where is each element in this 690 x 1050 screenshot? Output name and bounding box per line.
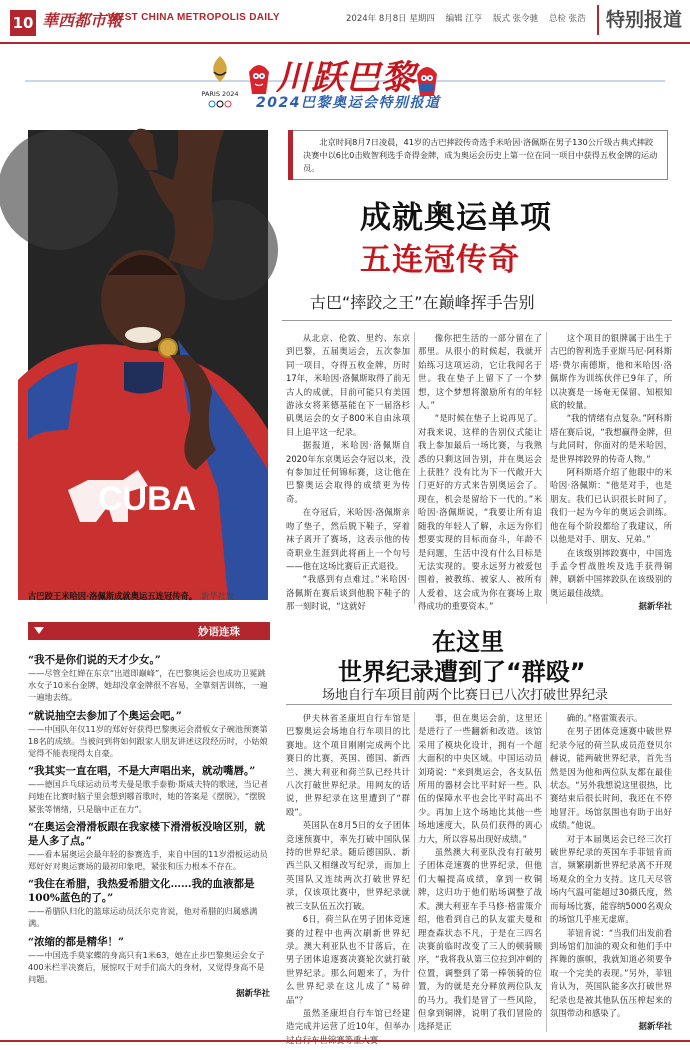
article-2-credit: 据新华社 xyxy=(638,1021,672,1032)
column-divider xyxy=(414,332,415,604)
paragraph: 英国队在8月5日的女子团体竞速预赛中，率先打破中国队保持的世界纪录。随后德国队、新西兰队又相继改写纪录，而加上英国队又连续两次打破世界纪录，仅该项比赛中，世界纪录就被三支队伍五次打破。 xyxy=(286,820,410,911)
paragraph: 在夺冠后，米哈因·洛佩斯亲吻了垫子，然后脱下鞋子，穿着袜子离开了赛场，这表示他的传奇职业生涯到此将画上一个句号——他在这场比赛后正式退役。 xyxy=(286,507,410,571)
quote-text: “我不是你们说的天才少女。” xyxy=(28,654,161,666)
subheadline-rule xyxy=(282,320,672,321)
paragraph: 像你把生活的一部分留在了那里。从很小的时候起，我就开始练习这项运动，它让我闻名于世。我在垫子上留下了一个梦想，这个梦想将激励所有的年轻人。” xyxy=(418,333,542,411)
headline-2-line-2: 世界纪录遭到了“群殴” xyxy=(338,658,586,686)
article-1-column-3 xyxy=(550,332,672,612)
quote-description: ——希腊队归化的篮球运动员沃尔克肯说，他对希腊的归属感满满。 xyxy=(28,906,258,929)
subheadline-rule xyxy=(286,704,672,705)
checker-credit: 总检 张浩 xyxy=(548,14,586,24)
banner-title: 川跃巴黎 xyxy=(276,58,416,98)
olympics-banner xyxy=(0,46,690,118)
article-2-column-3 xyxy=(550,712,672,1034)
paragraph: 虽然圣康坦自行车馆已经建造完成并运营了近10年，但举办 xyxy=(286,1007,410,1032)
article-1-column-1 xyxy=(286,332,410,612)
headline-1-line-2: 五连冠传奇 xyxy=(360,242,520,278)
sidebar-header xyxy=(28,622,270,640)
section-label: 特别报道 xyxy=(597,5,682,35)
quote-description: ——中国选手莫家蝶的身高只有1米63，她在止步巴黎奥运会女子400米栏半决赛后，展惊叹于对手们高大的身材，又觉得身高不是问题。 xyxy=(28,949,265,985)
paragraph: 确的。”格雷策表示。 xyxy=(566,713,643,723)
paragraph: “我的情绪有点复杂。”阿科斯塔在赛后说，“我想赢得金牌，但与此同时，你面对的是米哈因，是世界摔跤界的传奇人物。” xyxy=(550,413,672,464)
paragraph: 伊夫林省圣康坦自行车馆是巴黎奥运会场地自行车项目的比赛地。这个项目刚刚完成两个比赛日的比赛，英国、德国、新西兰、澳大利亚和荷兰队已经共计八次打破世界纪录。用网友的话说，世界纪录在这里遭到了“群殴”。 xyxy=(286,713,410,817)
paragraph: 虽然澳大利亚队没有打破男子团体竞速赛的世界纪录，但他们大幅提高成绩，拿到一枚铜牌，这归功于他们贴场调整了战术。澳大利亚车手马修·格雷策介绍，他看到自己的队友霍夫曼和理查森状态不凡，于是在三四名决赛前临时改变了三人的顿骑顺序，“我将我从第三位拉到冲刺的位置，调整到了第一棒领骑的位置，为的就是充分释放两位队友的马力。我们是冒了一些风险，但拿到铜牌，说明了我们冒险的选择是正 xyxy=(418,847,542,1032)
quote-text: “我其实一直在唱，不是大声唱出来，就动嘴唇。” xyxy=(28,765,256,778)
article-1-column-2 xyxy=(418,332,542,612)
editor-credit: 编辑 江亨 xyxy=(445,14,483,24)
headline-2-line-1: 在这里 xyxy=(432,628,504,656)
paragraph: “我感到有点难过。”米哈因·洛佩斯在赛后谈到他脱下鞋子的那一刻时说，“这就好 xyxy=(286,574,410,612)
issue-meta xyxy=(346,12,594,24)
column-divider xyxy=(414,712,415,1032)
subheadline-1: 古巴“摔跤之王”在巅峰挥手告别 xyxy=(310,293,535,312)
paragraph: “是时候在垫子上说再见了。对我来说，这样的告别仪式能让我上参加最后一场比赛，与我熟悉的只剩这回告别，并在奥运会上获胜？没有比为下一代敞开大门更好的方式来告别奥运会了。现在，机会是留给下一代的。”米哈因·洛佩斯说，“我要让所有追随我的年轻人了解，永远为你们想要实现的目标而奋斗，年龄不是问题，生活中没有什么目标是无法实现的。要永远努力被爱包围着，被教练、被家人、被所有人爱着，这会成为你在赛场上取得成功的重要资本。” xyxy=(418,413,542,612)
newspaper-name: 華西都市報 xyxy=(42,11,123,30)
photo-credit: 新华社发 xyxy=(201,591,235,601)
paragraph: 6日，荷兰队在男子团体竞速赛的过程中也两次刷新世界纪录。澳大利亚队也不甘落后，在男子团体追逐赛决赛轮次就打破世界纪录。那么问题来了，为什么世界纪录在这儿成了“易碎品”？ xyxy=(286,914,410,1005)
paragraph: 这个项目的银牌属于出生于古巴的智利选手亚斯马尼·阿科斯塔·费尔南德斯，他和米哈因·洛佩斯作为训练伙伴已9年了，所以决赛是一场奄无保留、知根知底的较量。 xyxy=(550,333,672,411)
athlete-illustration xyxy=(28,130,268,600)
newspaper-name-en: WEST CHINA METROPOLIS DAILY xyxy=(108,12,280,23)
column-divider xyxy=(546,332,547,604)
page-header xyxy=(0,0,690,44)
paragraph: 从北京、伦敦、里约、东京到巴黎，五届奥运会，五次参加同一项目，夺得五枚金牌，历时17年，米哈因·洛佩斯取得了前无古人的成就，目前可能只有美国游泳女将莱德基能在下一届洛杉矶奥运会的女子800米自由泳项目上追平这一纪录。 xyxy=(286,333,410,437)
wrestler-photo xyxy=(28,130,268,600)
subheadline-2: 场地自行车项目前两个比赛日已八次打破世界纪录 xyxy=(322,688,609,703)
banner-subtitle: 2024巴黎奥运会特别报道 xyxy=(256,95,441,111)
column-divider xyxy=(546,712,547,1032)
paragraph: 菲钮肯说：“当我们出发前看到场馆们加油的观众和他们手中挥舞的旗帜，我就知道必须要争取一个完美的表现。”另外，菲钮肯认为，英国队能多次打破世界纪录也是被其他队伍压榨起来的氛围带动和感染了。 xyxy=(550,927,672,1018)
issue-date: 2024年 8月8日 星期四 xyxy=(346,14,435,24)
sidebar-credit: 据新华社 xyxy=(235,989,270,1000)
quote-description: ——看本届奥运会最年轻的参赛选手，来自中国的11岁滑板运动员郑好好对奥运赛场的最初印象吧，紧张和压力根本不存在。 xyxy=(28,848,268,872)
headline-1-line-1: 成就奥运单项 xyxy=(360,200,552,236)
paragraph: 在该级别摔跤赛中，中国选手孟令哲战胜埃及选手获得铜牌，刷新中国摔跤队在该级别的奥运最佳战绩。 xyxy=(550,547,672,598)
page-bottom-rule xyxy=(0,1040,690,1042)
quote-description: ——尽管全红婵在东京“出道即巅峰”，在巴黎奥运会也成功卫冕跳水女子10米台金牌，她却没拿金牌很不容易，全靠刻苦训练，一遍一遍地去练。 xyxy=(28,668,268,703)
sidebar-title: 妙语连珠 xyxy=(198,626,240,638)
caption-text: 古巴跤王米哈因·洛佩斯成就奥运五连冠传奇。 xyxy=(28,591,198,601)
quote-text: “就说抽空去参加了个奥运会吧。” xyxy=(28,709,182,722)
paragraph: 事，但在奥运会前，这里还是进行了一些翻新和改造。该馆采用了模块化设计，拥有一个超大面积的中央区域。中国运动员刘琦说：“来到奥运会，各支队伍所用的器材会比平时好一些。队伍的保障水平也会比平时高出不少。再加上这个场地比其他一些场地速度大，队员们获得的离心力大，所以容易出现好成绩。” xyxy=(418,713,542,844)
paragraph: 据报道，米哈因·洛佩斯自2020年东京奥运会夺冠以来，没有参加过任何锦标赛，这让他在巴黎奥运会取得的成绩更为传奇。 xyxy=(286,440,410,504)
lead-box xyxy=(288,130,668,180)
page-number: 10 xyxy=(10,10,36,36)
quote-text: “我住在希腊，我热爱希腊文化……我的血液都是100%蓝色的了。” xyxy=(28,878,255,905)
paragraph: 阿科斯塔介绍了他眼中的米哈因·洛佩斯：“他是对手，也是朋友。我们已认识很长时间了，我们一起为今年的奥运会训练。他在每个阶段都给了我建议，所以他是对手、朋友、兄弟。” xyxy=(550,467,672,545)
jersey-text: CUBA xyxy=(98,480,197,518)
paris-2024-logo xyxy=(200,52,240,110)
quote-text: “在奥运会滑滑板跟在我家楼下滑滑板没啥区别，就是人多了点。” xyxy=(28,820,266,847)
layout-credit: 版式 张令驰 xyxy=(492,14,539,24)
paragraph: 在男子团体竞速赛中破世界纪录今冠的荷兰队成员范登贝尔赫说，能两破世界纪录，首先当然是因为他和两位队友都在最佳状态。“另外我想说这里很热，比赛结束后很长时间，我还在不停地冒汗。场馆氛围也有助于出好成绩。”他说。 xyxy=(550,726,672,831)
chevron-down-icon xyxy=(34,627,44,634)
logo-text: PARIS 2024 xyxy=(201,90,239,98)
lead-text: 北京时间8月7日凌晨，41岁的古巴摔跤传奇选手米哈因·洛佩斯在男子130公斤级古典式摔跤决赛中以6比0击败智利选手奇得金牌，成为奥运会历史上第一位在同一项目中获得五枚金牌的运动员。 xyxy=(303,137,658,173)
quotes-list xyxy=(28,648,270,1023)
quote-description: ——中国队年仅11岁的郑好好获得巴黎奥运会滑板女子碗池预赛第18名的成绩。当被问到将如何跟家人朋友讲述这段经历时，小姑娘觉得不能表现得太自豪。 xyxy=(28,723,268,759)
article-1-credit: 据新华社 xyxy=(638,601,672,612)
quote-text: “浓缩的都是精华！” xyxy=(28,935,125,948)
photo-caption xyxy=(28,590,270,606)
article-2-column-1 xyxy=(286,712,410,1034)
paragraph: 对于本届奥运会已经三次打破世界纪录的英国车手菲钮肯而言，频繁刷新世界纪录离不开现场观众的全力支持。这几天尽管场内气温可能超过30摄氏度，然而每场比赛，能容纳5000名观众的场馆几乎座无虚席。 xyxy=(550,833,672,925)
article-2-column-2 xyxy=(418,712,542,1034)
quote-description: ——德国乒乓球运动员考夫曼是歌手泰勒·斯威夫特的歌迷，当记者问她在比赛时脑子里会想到哪首歌时，她的答案是《摆脱》，“摆脱紧张等情绪，只是脑中正在力”。 xyxy=(28,779,269,814)
